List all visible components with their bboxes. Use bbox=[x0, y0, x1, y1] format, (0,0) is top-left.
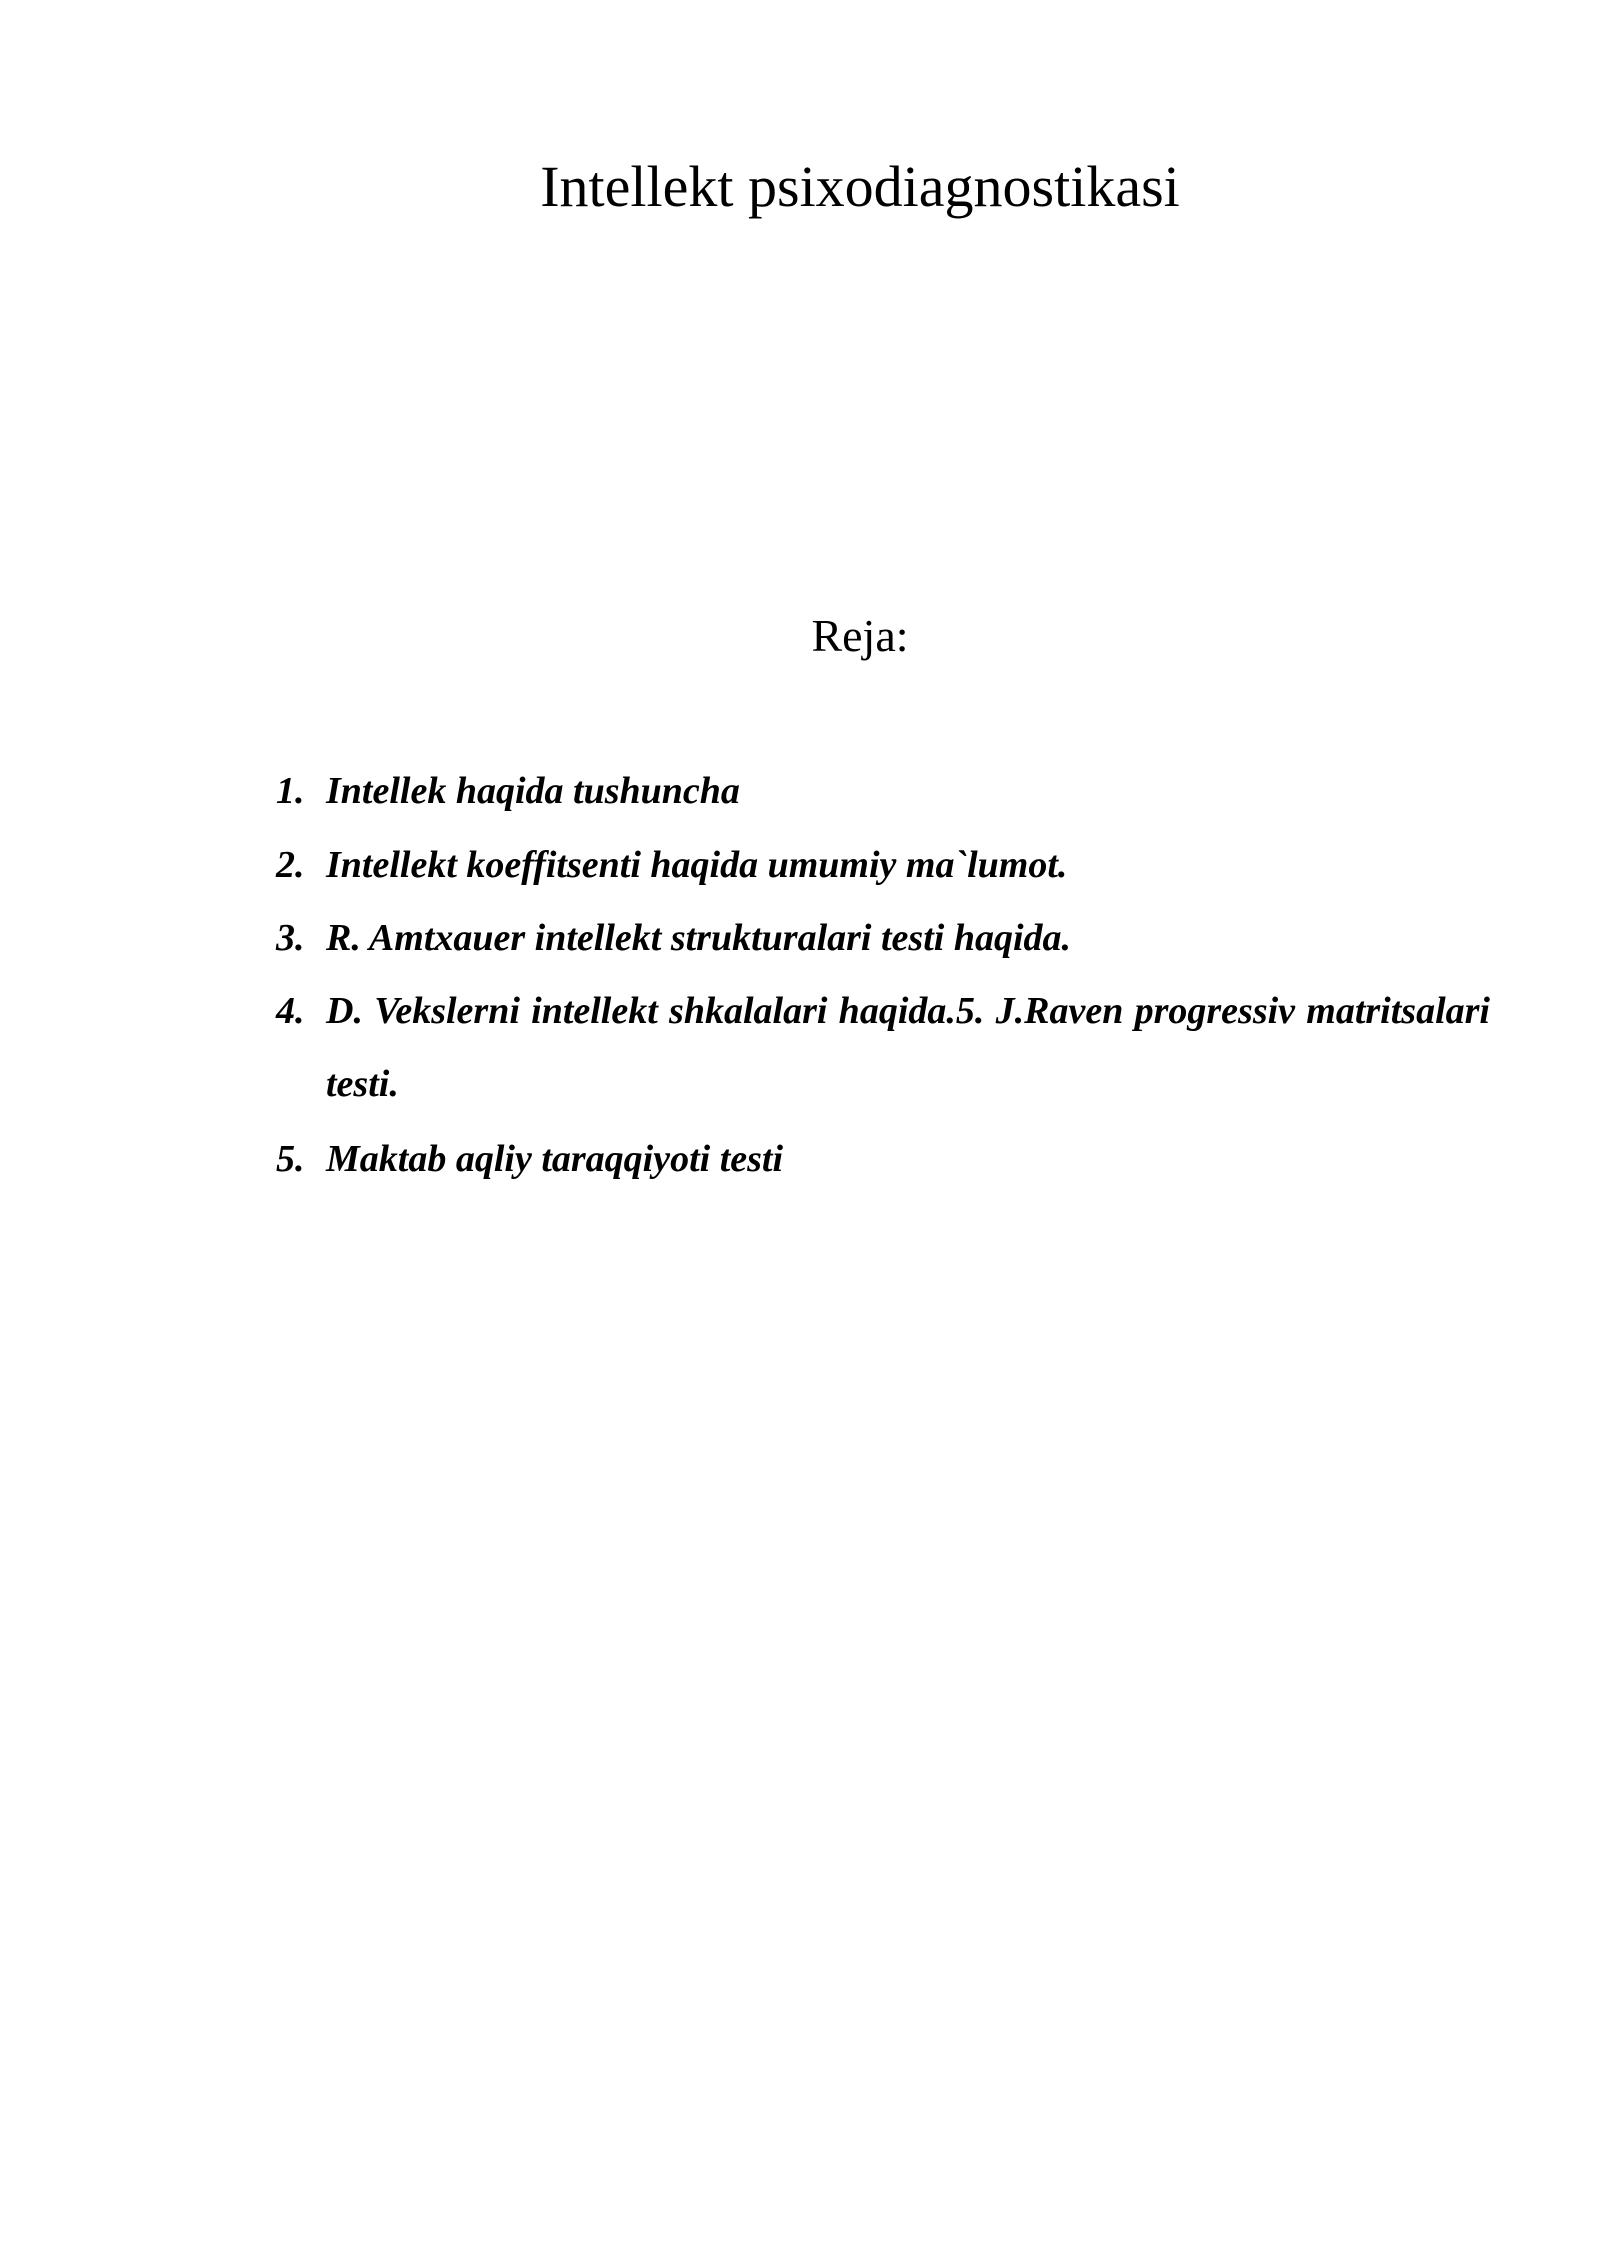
plan-item-text: D. Vekslerni intellekt shkalalari haqida.5. J.Raven progressiv matritsalari testi. bbox=[326, 990, 1490, 1105]
plan-item-number: 1. bbox=[276, 770, 305, 812]
plan-item-number: 4. bbox=[276, 990, 305, 1032]
plan-item-number: 2. bbox=[276, 844, 305, 886]
plan-item-text: Maktab aqliy taraqqiyoti testi bbox=[326, 1138, 784, 1180]
plan-item bbox=[276, 902, 1490, 975]
plan-item bbox=[276, 975, 1490, 1121]
plan-heading: Reja: bbox=[811, 610, 909, 661]
plan-item-text: Intellek haqida tushuncha bbox=[326, 770, 740, 812]
plan-item bbox=[276, 1123, 1490, 1196]
plan-item-text: R. Amtxauer intellekt strukturalari testi haqida. bbox=[326, 917, 1072, 959]
plan-item-number: 5. bbox=[276, 1138, 305, 1180]
document-title: Intellekt psixodiagnostikasi bbox=[540, 154, 1180, 219]
plan-item bbox=[276, 829, 1490, 902]
plan-item-number: 3. bbox=[276, 917, 305, 959]
plan-item-text: Intellekt koeffitsenti haqida umumiy ma`lumot. bbox=[326, 844, 1068, 886]
plan-item bbox=[276, 755, 1490, 828]
